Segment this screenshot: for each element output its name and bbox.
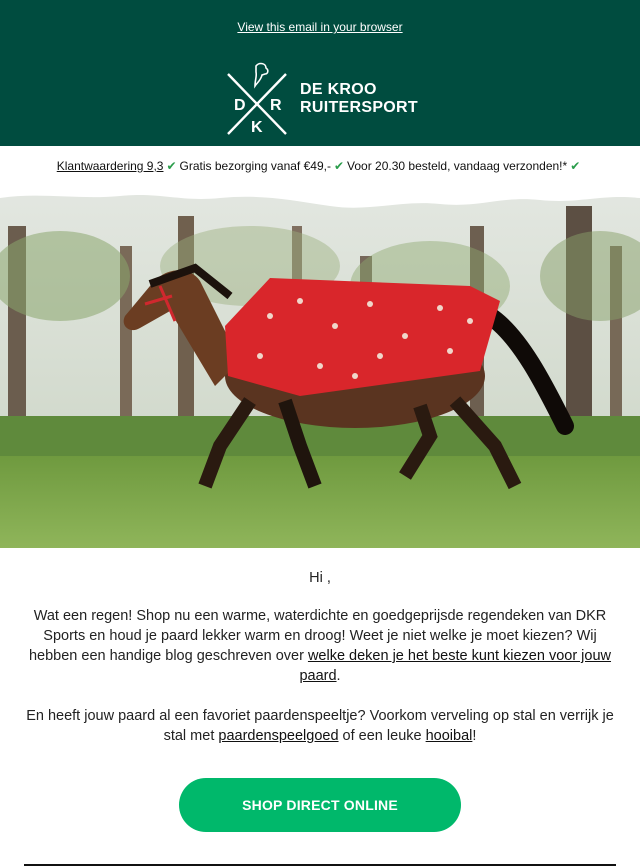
check-icon: ✔ (333, 159, 345, 173)
logo-letter-r: R (270, 97, 282, 114)
intro-end: . (336, 668, 341, 684)
cta-container (0, 778, 640, 832)
logo-wordmark (300, 81, 418, 117)
usp-same-day-shipping: Voor 20.30 besteld, vandaag verzonden!* (347, 159, 568, 173)
toys-mid: of een leuke (338, 728, 426, 744)
intro-paragraph (18, 606, 622, 686)
shop-direct-online-button[interactable]: SHOP DIRECT ONLINE (179, 778, 461, 832)
logo-line-1: DE KROO (300, 81, 377, 98)
blanket-blog-link[interactable]: welke deken je het beste kunt kiezen voor jouw paard (299, 648, 612, 684)
greeting: Hi , (309, 570, 331, 586)
toys-paragraph (18, 706, 622, 746)
usp-free-shipping: Gratis bezorging vanaf €49,- (179, 159, 331, 173)
logo-letter-k: K (251, 119, 263, 136)
logo-line-2: RUITERSPORT (300, 99, 418, 116)
dkr-logo-icon (226, 62, 288, 136)
horse-photo-icon (0, 186, 640, 548)
email-header (0, 0, 640, 146)
customer-rating-link[interactable]: Klantwaardering 9,3 (56, 159, 164, 173)
hay-ball-link[interactable]: hooibal (425, 728, 473, 744)
hero-image[interactable] (0, 186, 640, 548)
intro-text: Wat een regen! Shop nu een warme, waterdichte en goedgeprijsde regendeken van DKR Sports en houd je paard lekker warm en droog! Weet je niet welke je moet kiezen? Wij hebben een handige blog geschreven over (28, 608, 607, 664)
usp-bar (0, 146, 640, 186)
logo-letter-d: D (234, 97, 246, 114)
toys-end: ! (472, 728, 477, 744)
view-in-browser-link[interactable]: View this email in your browser (237, 20, 403, 34)
check-icon: ✔ (570, 159, 581, 173)
toys-text: En heeft jouw paard al een favoriet paardenspeeltje? Voorkom verveling op stal en verrijk je stal met (26, 708, 614, 744)
check-icon: ✔ (166, 159, 177, 173)
email-body (0, 568, 640, 746)
brand-logo[interactable] (226, 62, 418, 136)
horse-toys-link[interactable]: paardenspeelgoed (218, 728, 339, 744)
